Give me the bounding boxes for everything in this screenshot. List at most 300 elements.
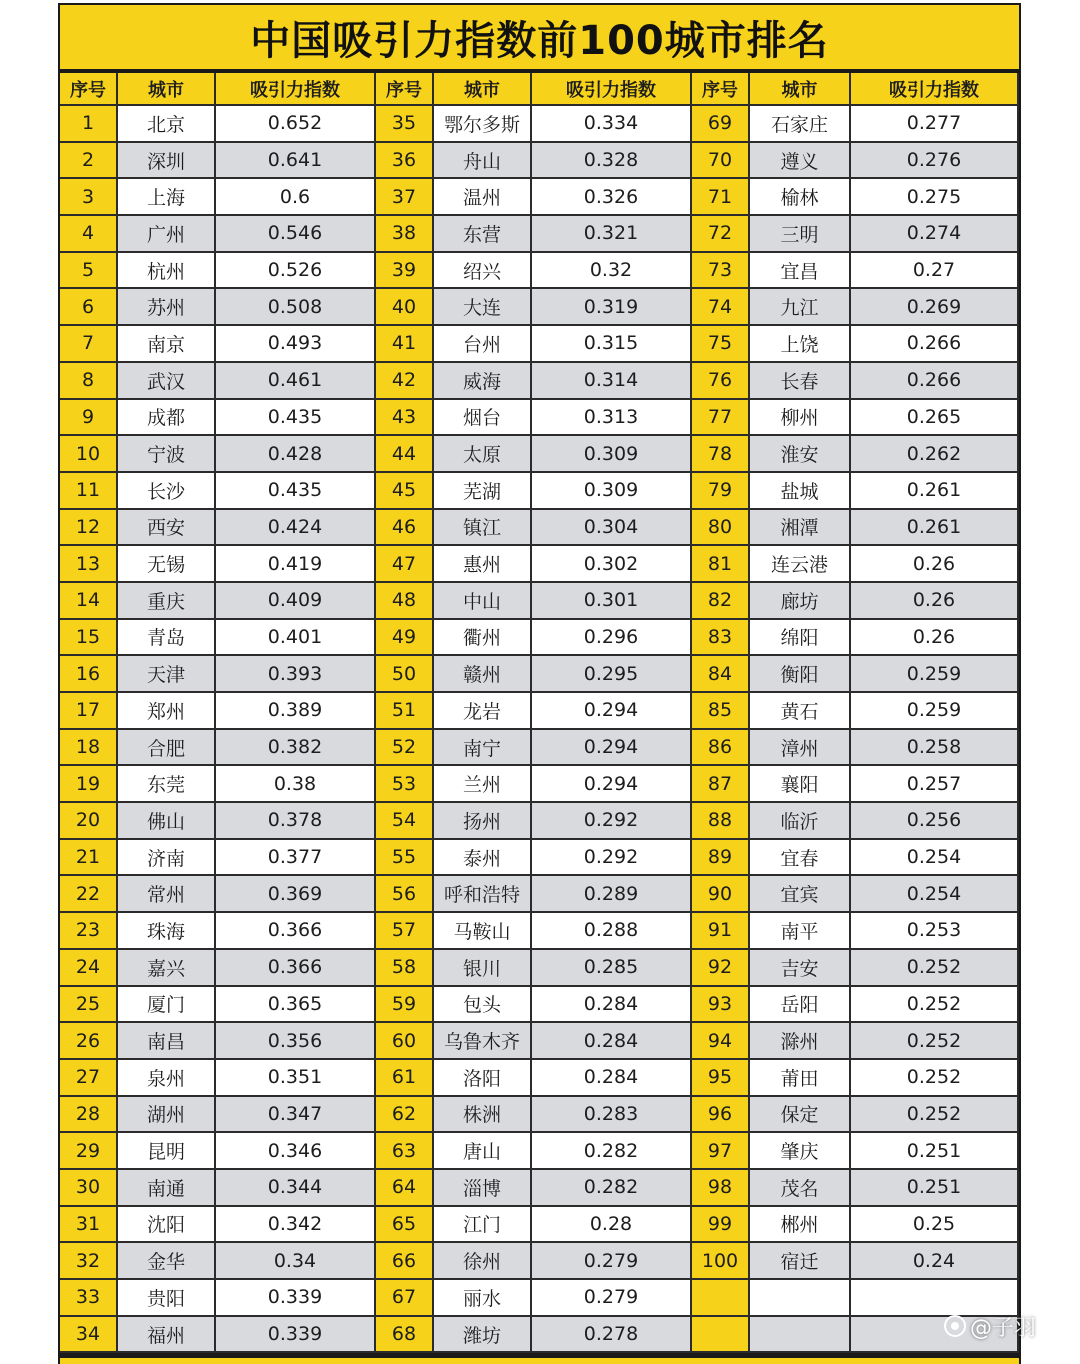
rank-cell bbox=[692, 1317, 750, 1354]
index-cell: 0.641 bbox=[216, 143, 376, 180]
index-cell: 0.346 bbox=[216, 1133, 376, 1170]
table-body bbox=[60, 106, 1019, 1353]
city-cell: 黄石 bbox=[750, 693, 851, 730]
rank-cell: 57 bbox=[376, 913, 434, 950]
city-cell: 台州 bbox=[434, 326, 532, 363]
city-cell: 北京 bbox=[118, 106, 216, 143]
rank-cell: 26 bbox=[60, 1023, 118, 1060]
index-cell: 0.292 bbox=[532, 803, 692, 840]
rank-cell: 86 bbox=[692, 730, 750, 767]
table-row bbox=[60, 693, 1019, 730]
city-cell: 龙岩 bbox=[434, 693, 532, 730]
table-row bbox=[60, 950, 1019, 987]
city-cell: 绍兴 bbox=[434, 253, 532, 290]
index-cell: 0.526 bbox=[216, 253, 376, 290]
rank-cell: 21 bbox=[60, 840, 118, 877]
rank-cell: 78 bbox=[692, 436, 750, 473]
rank-cell: 92 bbox=[692, 950, 750, 987]
city-cell: 岳阳 bbox=[750, 987, 851, 1024]
rank-cell: 66 bbox=[376, 1243, 434, 1280]
table-row bbox=[60, 840, 1019, 877]
rank-cell: 98 bbox=[692, 1170, 750, 1207]
table-row bbox=[60, 876, 1019, 913]
index-cell: 0.382 bbox=[216, 730, 376, 767]
city-cell: 重庆 bbox=[118, 583, 216, 620]
city-cell: 绵阳 bbox=[750, 620, 851, 657]
city-cell: 上海 bbox=[118, 179, 216, 216]
ranking-sheet bbox=[58, 3, 1021, 1364]
city-cell: 沈阳 bbox=[118, 1207, 216, 1244]
index-cell: 0.266 bbox=[851, 363, 1019, 400]
index-cell: 0.435 bbox=[216, 473, 376, 510]
index-cell: 0.377 bbox=[216, 840, 376, 877]
city-cell: 西安 bbox=[118, 510, 216, 547]
rank-cell: 74 bbox=[692, 289, 750, 326]
city-cell: 泰州 bbox=[434, 840, 532, 877]
index-cell: 0.259 bbox=[851, 656, 1019, 693]
table-row bbox=[60, 289, 1019, 326]
city-cell: 宜宾 bbox=[750, 876, 851, 913]
index-cell: 0.309 bbox=[532, 473, 692, 510]
city-cell: 连云港 bbox=[750, 546, 851, 583]
rank-cell: 16 bbox=[60, 656, 118, 693]
rank-cell: 77 bbox=[692, 400, 750, 437]
city-cell: 泉州 bbox=[118, 1060, 216, 1097]
rank-cell: 97 bbox=[692, 1133, 750, 1170]
city-cell: 中山 bbox=[434, 583, 532, 620]
index-cell: 0.326 bbox=[532, 179, 692, 216]
city-cell: 杭州 bbox=[118, 253, 216, 290]
index-cell: 0.347 bbox=[216, 1097, 376, 1134]
rank-cell: 42 bbox=[376, 363, 434, 400]
watermark bbox=[944, 1311, 1036, 1341]
index-cell: 0.258 bbox=[851, 730, 1019, 767]
index-cell: 0.38 bbox=[216, 766, 376, 803]
city-cell bbox=[750, 1317, 851, 1354]
index-cell: 0.366 bbox=[216, 913, 376, 950]
index-cell: 0.284 bbox=[532, 1023, 692, 1060]
index-cell: 0.284 bbox=[532, 987, 692, 1024]
index-cell: 0.339 bbox=[216, 1317, 376, 1354]
table-row bbox=[60, 583, 1019, 620]
rank-cell: 84 bbox=[692, 656, 750, 693]
index-cell: 0.461 bbox=[216, 363, 376, 400]
rank-cell: 34 bbox=[60, 1317, 118, 1354]
table-row bbox=[60, 106, 1019, 143]
index-cell: 0.292 bbox=[532, 840, 692, 877]
rank-cell: 55 bbox=[376, 840, 434, 877]
index-cell: 0.344 bbox=[216, 1170, 376, 1207]
rank-cell: 65 bbox=[376, 1207, 434, 1244]
rank-cell: 56 bbox=[376, 876, 434, 913]
index-cell: 0.342 bbox=[216, 1207, 376, 1244]
index-cell: 0.401 bbox=[216, 620, 376, 657]
rank-cell: 59 bbox=[376, 987, 434, 1024]
index-cell: 0.252 bbox=[851, 950, 1019, 987]
table-header-row bbox=[60, 73, 1019, 106]
rank-cell: 76 bbox=[692, 363, 750, 400]
city-cell: 常州 bbox=[118, 876, 216, 913]
index-cell: 0.261 bbox=[851, 510, 1019, 547]
index-cell: 0.424 bbox=[216, 510, 376, 547]
city-cell: 南宁 bbox=[434, 730, 532, 767]
index-cell: 0.294 bbox=[532, 730, 692, 767]
rank-cell: 31 bbox=[60, 1207, 118, 1244]
rank-cell: 79 bbox=[692, 473, 750, 510]
table-row bbox=[60, 253, 1019, 290]
city-cell: 宁波 bbox=[118, 436, 216, 473]
rank-cell: 73 bbox=[692, 253, 750, 290]
rank-cell: 70 bbox=[692, 143, 750, 180]
city-cell: 金华 bbox=[118, 1243, 216, 1280]
city-cell: 南通 bbox=[118, 1170, 216, 1207]
city-cell: 潍坊 bbox=[434, 1317, 532, 1354]
index-cell: 0.251 bbox=[851, 1170, 1019, 1207]
rank-cell: 71 bbox=[692, 179, 750, 216]
city-cell: 大连 bbox=[434, 289, 532, 326]
city-cell: 深圳 bbox=[118, 143, 216, 180]
header-rank: 序号 bbox=[692, 73, 750, 106]
rank-cell: 41 bbox=[376, 326, 434, 363]
rank-cell: 32 bbox=[60, 1243, 118, 1280]
rank-cell: 35 bbox=[376, 106, 434, 143]
table-row bbox=[60, 1207, 1019, 1244]
index-cell: 0.301 bbox=[532, 583, 692, 620]
rank-cell: 38 bbox=[376, 216, 434, 253]
rank-cell: 91 bbox=[692, 913, 750, 950]
rank-cell: 100 bbox=[692, 1243, 750, 1280]
city-cell: 芜湖 bbox=[434, 473, 532, 510]
rank-cell: 80 bbox=[692, 510, 750, 547]
index-cell: 0.25 bbox=[851, 1207, 1019, 1244]
rank-cell: 96 bbox=[692, 1097, 750, 1134]
city-cell: 广州 bbox=[118, 216, 216, 253]
table-row bbox=[60, 510, 1019, 547]
rank-cell: 44 bbox=[376, 436, 434, 473]
index-cell: 0.32 bbox=[532, 253, 692, 290]
rank-cell: 39 bbox=[376, 253, 434, 290]
city-cell: 天津 bbox=[118, 656, 216, 693]
city-cell: 襄阳 bbox=[750, 766, 851, 803]
city-cell: 长春 bbox=[750, 363, 851, 400]
rank-cell: 72 bbox=[692, 216, 750, 253]
rank-cell: 37 bbox=[376, 179, 434, 216]
index-cell: 0.261 bbox=[851, 473, 1019, 510]
index-cell: 0.26 bbox=[851, 583, 1019, 620]
rank-cell: 14 bbox=[60, 583, 118, 620]
index-cell: 0.276 bbox=[851, 143, 1019, 180]
rank-cell: 28 bbox=[60, 1097, 118, 1134]
index-cell: 0.278 bbox=[532, 1317, 692, 1354]
city-cell: 盐城 bbox=[750, 473, 851, 510]
index-cell: 0.309 bbox=[532, 436, 692, 473]
city-cell: 宿迁 bbox=[750, 1243, 851, 1280]
rank-cell: 60 bbox=[376, 1023, 434, 1060]
index-cell: 0.419 bbox=[216, 546, 376, 583]
rank-cell: 46 bbox=[376, 510, 434, 547]
index-cell: 0.252 bbox=[851, 1097, 1019, 1134]
city-cell: 扬州 bbox=[434, 803, 532, 840]
city-cell: 衡阳 bbox=[750, 656, 851, 693]
city-cell: 上饶 bbox=[750, 326, 851, 363]
index-cell: 0.328 bbox=[532, 143, 692, 180]
index-cell: 0.254 bbox=[851, 840, 1019, 877]
index-cell: 0.279 bbox=[532, 1280, 692, 1317]
table-row bbox=[60, 1133, 1019, 1170]
index-cell: 0.259 bbox=[851, 693, 1019, 730]
index-cell: 0.304 bbox=[532, 510, 692, 547]
rank-cell: 13 bbox=[60, 546, 118, 583]
index-cell: 0.296 bbox=[532, 620, 692, 657]
table-row bbox=[60, 1280, 1019, 1317]
rank-cell: 2 bbox=[60, 143, 118, 180]
header-city: 城市 bbox=[118, 73, 216, 106]
city-cell: 银川 bbox=[434, 950, 532, 987]
rank-cell: 63 bbox=[376, 1133, 434, 1170]
rank-cell: 5 bbox=[60, 253, 118, 290]
index-cell: 0.277 bbox=[851, 106, 1019, 143]
city-cell: 苏州 bbox=[118, 289, 216, 326]
table-row bbox=[60, 143, 1019, 180]
index-cell: 0.254 bbox=[851, 876, 1019, 913]
city-cell: 株洲 bbox=[434, 1097, 532, 1134]
table-row bbox=[60, 436, 1019, 473]
index-cell: 0.34 bbox=[216, 1243, 376, 1280]
rank-cell: 33 bbox=[60, 1280, 118, 1317]
table-row bbox=[60, 363, 1019, 400]
rank-cell: 90 bbox=[692, 876, 750, 913]
city-cell: 佛山 bbox=[118, 803, 216, 840]
index-cell: 0.493 bbox=[216, 326, 376, 363]
city-cell: 丽水 bbox=[434, 1280, 532, 1317]
table-row bbox=[60, 179, 1019, 216]
index-cell: 0.356 bbox=[216, 1023, 376, 1060]
rank-cell: 10 bbox=[60, 436, 118, 473]
index-cell: 0.274 bbox=[851, 216, 1019, 253]
city-cell: 无锡 bbox=[118, 546, 216, 583]
city-cell: 保定 bbox=[750, 1097, 851, 1134]
city-cell: 淄博 bbox=[434, 1170, 532, 1207]
city-cell: 湖州 bbox=[118, 1097, 216, 1134]
rank-cell: 12 bbox=[60, 510, 118, 547]
city-cell: 嘉兴 bbox=[118, 950, 216, 987]
table-row bbox=[60, 987, 1019, 1024]
index-cell: 0.285 bbox=[532, 950, 692, 987]
index-cell: 0.262 bbox=[851, 436, 1019, 473]
city-cell: 济南 bbox=[118, 840, 216, 877]
index-cell: 0.6 bbox=[216, 179, 376, 216]
table-row bbox=[60, 620, 1019, 657]
city-cell: 兰州 bbox=[434, 766, 532, 803]
index-cell: 0.295 bbox=[532, 656, 692, 693]
city-cell: 滁州 bbox=[750, 1023, 851, 1060]
city-cell: 青岛 bbox=[118, 620, 216, 657]
city-cell: 舟山 bbox=[434, 143, 532, 180]
table-row bbox=[60, 1170, 1019, 1207]
index-cell: 0.351 bbox=[216, 1060, 376, 1097]
header-city: 城市 bbox=[750, 73, 851, 106]
index-cell: 0.389 bbox=[216, 693, 376, 730]
table-row bbox=[60, 656, 1019, 693]
city-cell: 成都 bbox=[118, 400, 216, 437]
city-cell: 榆林 bbox=[750, 179, 851, 216]
index-cell: 0.314 bbox=[532, 363, 692, 400]
index-cell: 0.283 bbox=[532, 1097, 692, 1134]
index-cell: 0.257 bbox=[851, 766, 1019, 803]
rank-cell: 87 bbox=[692, 766, 750, 803]
index-cell: 0.288 bbox=[532, 913, 692, 950]
city-cell: 莆田 bbox=[750, 1060, 851, 1097]
rank-cell: 11 bbox=[60, 473, 118, 510]
table-row bbox=[60, 913, 1019, 950]
index-cell: 0.265 bbox=[851, 400, 1019, 437]
index-cell: 0.319 bbox=[532, 289, 692, 326]
index-cell: 0.409 bbox=[216, 583, 376, 620]
city-cell: 福州 bbox=[118, 1317, 216, 1354]
rank-cell: 1 bbox=[60, 106, 118, 143]
city-cell: 漳州 bbox=[750, 730, 851, 767]
rank-cell: 18 bbox=[60, 730, 118, 767]
index-cell: 0.313 bbox=[532, 400, 692, 437]
rank-cell: 95 bbox=[692, 1060, 750, 1097]
city-cell: 包头 bbox=[434, 987, 532, 1024]
rank-cell: 61 bbox=[376, 1060, 434, 1097]
index-cell: 0.275 bbox=[851, 179, 1019, 216]
rank-cell: 4 bbox=[60, 216, 118, 253]
header-index: 吸引力指数 bbox=[216, 73, 376, 106]
index-cell: 0.24 bbox=[851, 1243, 1019, 1280]
index-cell: 0.269 bbox=[851, 289, 1019, 326]
rank-cell: 58 bbox=[376, 950, 434, 987]
rank-cell: 50 bbox=[376, 656, 434, 693]
index-cell: 0.294 bbox=[532, 766, 692, 803]
city-cell: 温州 bbox=[434, 179, 532, 216]
table-row bbox=[60, 216, 1019, 253]
city-cell: 徐州 bbox=[434, 1243, 532, 1280]
index-cell: 0.294 bbox=[532, 693, 692, 730]
city-cell: 鄂尔多斯 bbox=[434, 106, 532, 143]
city-cell: 洛阳 bbox=[434, 1060, 532, 1097]
city-cell: 南京 bbox=[118, 326, 216, 363]
table-row bbox=[60, 546, 1019, 583]
rank-cell: 93 bbox=[692, 987, 750, 1024]
table-row bbox=[60, 473, 1019, 510]
index-cell: 0.252 bbox=[851, 1060, 1019, 1097]
page-title: 中国吸引力指数前100城市排名 bbox=[60, 5, 1019, 69]
rank-cell: 29 bbox=[60, 1133, 118, 1170]
index-cell: 0.366 bbox=[216, 950, 376, 987]
table-row bbox=[60, 1097, 1019, 1134]
city-cell: 三明 bbox=[750, 216, 851, 253]
rank-cell: 9 bbox=[60, 400, 118, 437]
rank-cell: 3 bbox=[60, 179, 118, 216]
city-cell: 珠海 bbox=[118, 913, 216, 950]
city-cell: 武汉 bbox=[118, 363, 216, 400]
rank-cell: 36 bbox=[376, 143, 434, 180]
city-cell: 马鞍山 bbox=[434, 913, 532, 950]
city-cell: 呼和浩特 bbox=[434, 876, 532, 913]
index-cell: 0.652 bbox=[216, 106, 376, 143]
index-cell: 0.508 bbox=[216, 289, 376, 326]
city-cell: 东营 bbox=[434, 216, 532, 253]
rank-cell: 17 bbox=[60, 693, 118, 730]
rank-cell: 47 bbox=[376, 546, 434, 583]
table-row bbox=[60, 730, 1019, 767]
rank-cell: 81 bbox=[692, 546, 750, 583]
ranking-table bbox=[60, 73, 1019, 1353]
city-cell: 宜昌 bbox=[750, 253, 851, 290]
rank-cell: 19 bbox=[60, 766, 118, 803]
rank-cell: 67 bbox=[376, 1280, 434, 1317]
table-row bbox=[60, 766, 1019, 803]
rank-cell: 69 bbox=[692, 106, 750, 143]
rank-cell: 54 bbox=[376, 803, 434, 840]
city-cell: 长沙 bbox=[118, 473, 216, 510]
rank-cell: 27 bbox=[60, 1060, 118, 1097]
table-row bbox=[60, 803, 1019, 840]
rank-cell: 49 bbox=[376, 620, 434, 657]
index-cell: 0.256 bbox=[851, 803, 1019, 840]
rank-cell: 30 bbox=[60, 1170, 118, 1207]
rank-cell: 45 bbox=[376, 473, 434, 510]
index-cell: 0.302 bbox=[532, 546, 692, 583]
rank-cell: 7 bbox=[60, 326, 118, 363]
index-cell: 0.393 bbox=[216, 656, 376, 693]
rank-cell: 99 bbox=[692, 1207, 750, 1244]
table-row bbox=[60, 1060, 1019, 1097]
rank-cell: 51 bbox=[376, 693, 434, 730]
index-cell: 0.435 bbox=[216, 400, 376, 437]
city-cell: 惠州 bbox=[434, 546, 532, 583]
city-cell: 烟台 bbox=[434, 400, 532, 437]
rank-cell: 40 bbox=[376, 289, 434, 326]
city-cell: 南平 bbox=[750, 913, 851, 950]
city-cell bbox=[750, 1280, 851, 1317]
city-cell: 乌鲁木齐 bbox=[434, 1023, 532, 1060]
city-cell: 唐山 bbox=[434, 1133, 532, 1170]
city-cell: 昆明 bbox=[118, 1133, 216, 1170]
rank-cell: 88 bbox=[692, 803, 750, 840]
rank-cell: 52 bbox=[376, 730, 434, 767]
rank-cell: 62 bbox=[376, 1097, 434, 1134]
rank-cell: 89 bbox=[692, 840, 750, 877]
city-cell: 廊坊 bbox=[750, 583, 851, 620]
rank-cell: 83 bbox=[692, 620, 750, 657]
index-cell: 0.365 bbox=[216, 987, 376, 1024]
rank-cell: 24 bbox=[60, 950, 118, 987]
index-cell: 0.252 bbox=[851, 987, 1019, 1024]
header-city: 城市 bbox=[434, 73, 532, 106]
rank-cell: 22 bbox=[60, 876, 118, 913]
city-cell: 赣州 bbox=[434, 656, 532, 693]
index-cell: 0.282 bbox=[532, 1170, 692, 1207]
index-cell: 0.334 bbox=[532, 106, 692, 143]
index-cell: 0.27 bbox=[851, 253, 1019, 290]
city-cell: 九江 bbox=[750, 289, 851, 326]
city-cell: 湘潭 bbox=[750, 510, 851, 547]
city-cell: 江门 bbox=[434, 1207, 532, 1244]
city-cell: 东莞 bbox=[118, 766, 216, 803]
table-row bbox=[60, 1317, 1019, 1354]
index-cell: 0.251 bbox=[851, 1133, 1019, 1170]
city-cell: 茂名 bbox=[750, 1170, 851, 1207]
city-cell: 肇庆 bbox=[750, 1133, 851, 1170]
index-cell: 0.252 bbox=[851, 1023, 1019, 1060]
rank-cell: 85 bbox=[692, 693, 750, 730]
rank-cell: 75 bbox=[692, 326, 750, 363]
rank-cell: 8 bbox=[60, 363, 118, 400]
index-cell: 0.253 bbox=[851, 913, 1019, 950]
